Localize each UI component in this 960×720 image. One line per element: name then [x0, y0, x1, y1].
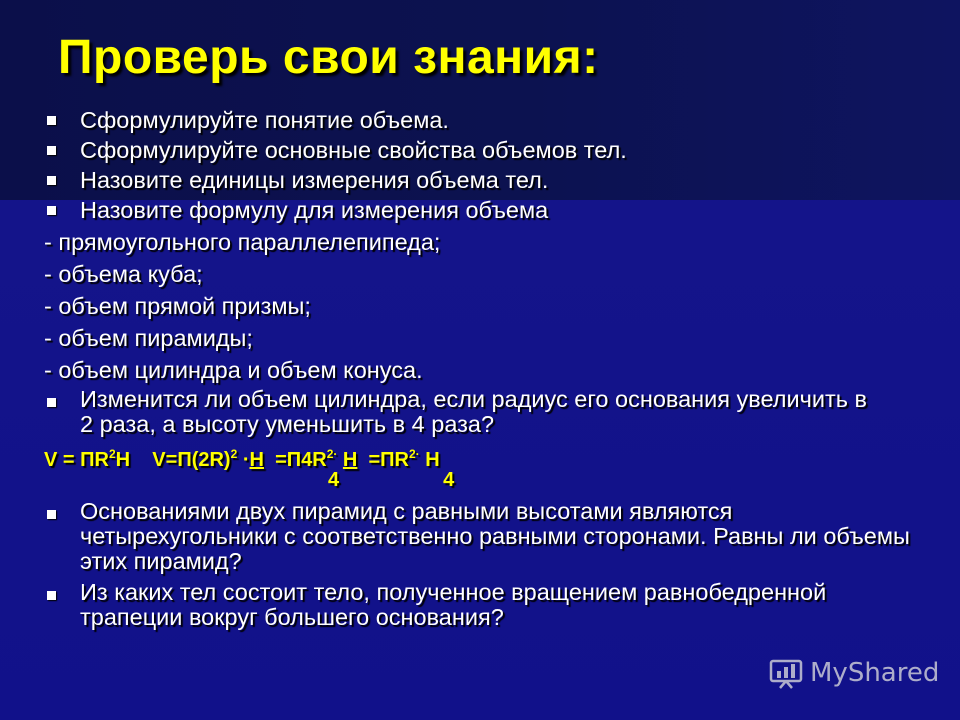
formula-exponent: 2·	[326, 447, 338, 461]
formula-fraction-denominator: 4	[328, 469, 340, 491]
formula-fraction-denominator: 4	[443, 469, 455, 491]
formula-fraction-numerator: H	[249, 449, 264, 471]
formula-exponent: 2·	[409, 447, 420, 461]
dash-item-pyramid: - объем пирамиды;	[44, 325, 253, 351]
bullet-item-volume-formula: Назовите формулу для измерения объема	[44, 195, 924, 225]
bullet-item-volume-concept: Сформулируйте понятие объема.	[44, 105, 924, 135]
dash-item-cylinder-cone: - объем цилиндра и объем конуса.	[44, 357, 423, 383]
bullet-item-volume-units: Назовите единицы измерения объема тел.	[44, 165, 924, 195]
formula-part: H	[419, 449, 440, 471]
dash-item-cube: - объема куба;	[44, 261, 203, 287]
formula-fraction-numerator: H	[342, 449, 358, 471]
projector-screen-icon	[768, 655, 804, 691]
formula-part: H V=П(2R)	[115, 449, 231, 471]
formula-part: V = ПR	[44, 449, 109, 471]
formula-denominator-row	[44, 467, 454, 493]
cylinder-volume-formula	[44, 441, 924, 493]
bullet-item-rotation-question: Из каких тел состоит тело, полученное вращением равнобедренной трапеции вокруг большего основания?	[44, 580, 840, 630]
bullet-item-cylinder-question: Изменится ли объем цилиндра, если радиус его основания увеличить в 2 раза, а высоту уменьшить в 4 раза?	[44, 387, 880, 437]
bullet-item-pyramids-question: Основаниями двух пирамид с равными высотами являются четырехугольники с соответственно равными сторонами. Равны ли объемы этих пирамид?	[44, 499, 930, 574]
formula-part: =ПR	[357, 449, 409, 471]
slide-title: Проверь свои знания:	[58, 31, 599, 84]
formula-exponent: 2	[230, 447, 238, 461]
watermark-text: MyShared	[810, 658, 940, 688]
slide-content	[44, 105, 924, 630]
dash-item-prism: - объем прямой призмы;	[44, 293, 311, 319]
formula-exponent: 2	[108, 447, 116, 461]
formula-part: ·	[237, 449, 250, 471]
watermark	[768, 655, 939, 691]
bullet-item-volume-properties: Сформулируйте основные свойства объемов тел.	[44, 135, 924, 165]
formula-part: =П4R	[263, 449, 327, 471]
dash-item-parallelepiped: - прямоугольного параллелепипеда;	[44, 229, 441, 255]
